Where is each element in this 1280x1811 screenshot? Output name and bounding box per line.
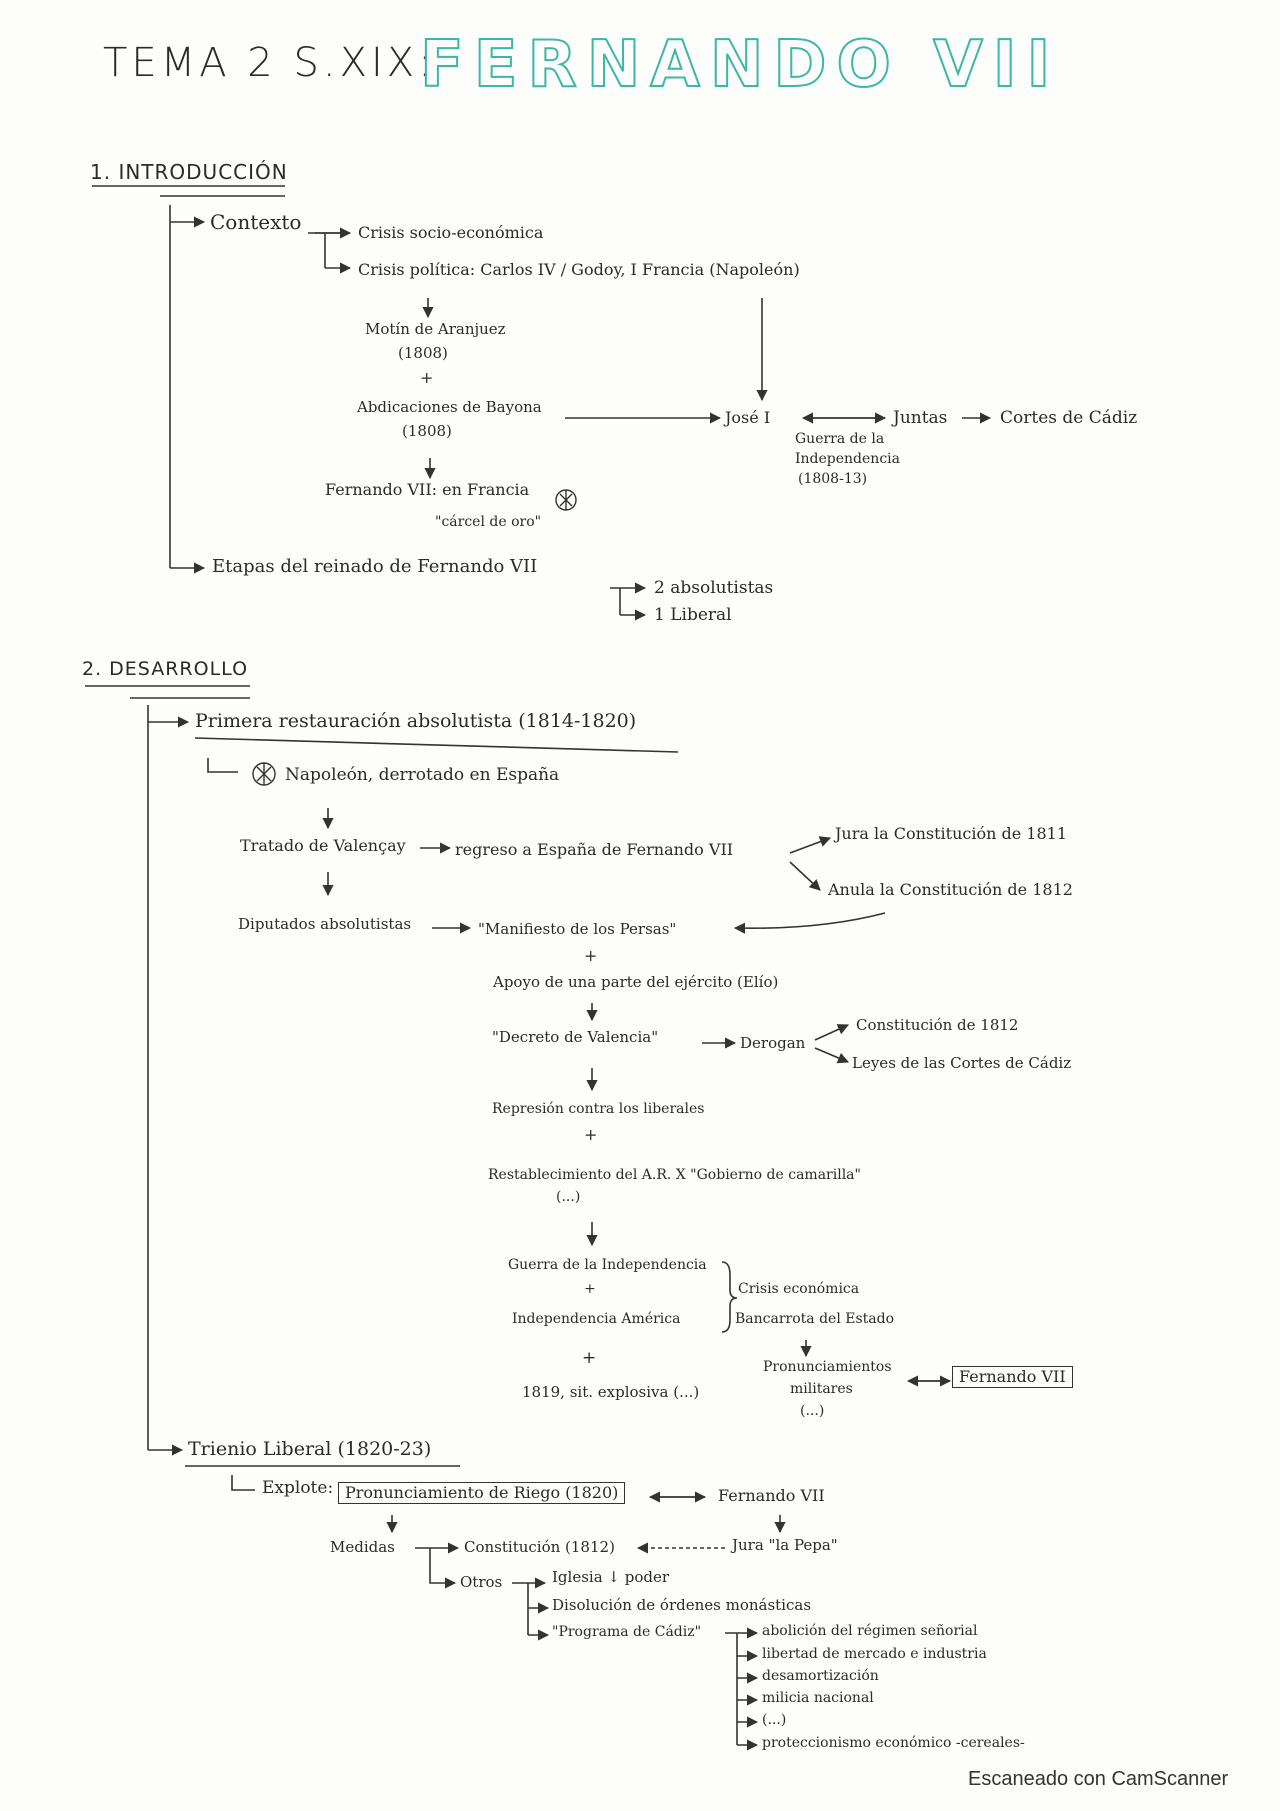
camscanner-footer: Escaneado con CamScanner	[968, 1768, 1229, 1790]
trienio-liberal: Trienio Liberal (1820-23)	[188, 1438, 432, 1460]
desarrollo-heading: 2. DESARROLLO	[82, 658, 249, 680]
guerra-label-3: (1808-13)	[798, 471, 868, 487]
ellipsis: (...)	[800, 1403, 825, 1419]
plus-sign: +	[584, 946, 598, 965]
fernando-title: FERNANDO VII	[420, 28, 1061, 102]
programa-cadiz: "Programa de Cádiz"	[552, 1624, 702, 1640]
anula-constitucion: Anula la Constitución de 1812	[828, 880, 1073, 899]
explote-label: Explote:	[262, 1478, 334, 1498]
guerra-label-1: Guerra de la	[795, 431, 885, 447]
intro-heading: 1. INTRODUCCIÓN	[90, 160, 288, 184]
decreto-valencia: "Decreto de Valencia"	[492, 1028, 659, 1046]
ellipsis: (...)	[556, 1189, 581, 1205]
pronunciamiento-riego: Pronunciamiento de Riego (1820)	[338, 1482, 625, 1504]
contexto-label: Contexto	[210, 210, 302, 234]
derogan: Derogan	[740, 1034, 806, 1052]
restablecimiento: Restablecimiento del A.R. X "Gobierno de camarilla"	[488, 1167, 861, 1183]
napoleon-derrotado: Napoleón, derrotado en España	[285, 765, 560, 785]
crisis-socio: Crisis socio-económica	[358, 223, 544, 242]
crisis-politica: Crisis política: Carlos IV / Godoy, I Francia (Napoleón)	[358, 260, 800, 279]
fernando-vii: Fernando VII	[718, 1486, 825, 1505]
diputados-absolutistas: Diputados absolutistas	[238, 915, 412, 933]
tema-title: TEMA 2 S.XIX:	[103, 40, 436, 86]
pronunciamientos-1: Pronunciamientos	[763, 1359, 892, 1375]
primera-restauracion: Primera restauración absolutista (1814-1820)	[195, 710, 637, 732]
jura-pepa: Jura "la Pepa"	[732, 1536, 838, 1554]
etapas-reinado: Etapas del reinado de Fernando VII	[212, 556, 538, 577]
represion-liberales: Represión contra los liberales	[492, 1101, 705, 1117]
abolicion-regimen: abolición del régimen señorial	[762, 1623, 978, 1639]
etapas-liberal: 1 Liberal	[654, 605, 732, 625]
apoyo-ejercito: Apoyo de una parte del ejército (Elío)	[493, 973, 779, 991]
ellipsis: (...)	[762, 1712, 787, 1728]
guerra-label-2: Independencia	[795, 451, 900, 467]
constitucion-1812-trienio: Constitución (1812)	[464, 1538, 615, 1556]
jura-constitucion: Jura la Constitución de 1811	[835, 824, 1068, 843]
motin-year: (1808)	[398, 344, 448, 362]
situacion-1819: 1819, sit. explosiva (...)	[522, 1383, 700, 1401]
juntas: Juntas	[893, 408, 948, 428]
plus-sign: +	[582, 1348, 597, 1368]
medidas: Medidas	[330, 1538, 395, 1556]
abdicaciones-year: (1808)	[402, 422, 452, 440]
constitucion-1812: Constitución de 1812	[856, 1016, 1019, 1034]
motin-aranjuez: Motín de Aranjuez	[365, 320, 506, 338]
regreso-espana: regreso a España de Fernando VII	[455, 840, 734, 859]
fernando-francia: Fernando VII: en Francia	[325, 480, 530, 499]
cortes-cadiz: Cortes de Cádiz	[1000, 408, 1138, 428]
iglesia-poder: Iglesia ↓ poder	[552, 1568, 670, 1586]
libertad-mercado: libertad de mercado e industria	[762, 1646, 987, 1662]
plus-sign: +	[584, 1125, 598, 1144]
otros: Otros	[460, 1573, 503, 1591]
milicia-nacional: milicia nacional	[762, 1690, 874, 1706]
tratado-valencay: Tratado de Valençay	[240, 836, 406, 855]
plus-sign: +	[420, 368, 434, 387]
proteccionismo: proteccionismo económico -cereales-	[762, 1735, 1025, 1751]
etapas-absolutistas: 2 absolutistas	[654, 578, 774, 598]
fernando-box: Fernando VII	[952, 1366, 1073, 1388]
independencia-america: Independencia América	[512, 1311, 681, 1327]
bancarrota-estado: Bancarrota del Estado	[735, 1311, 895, 1327]
leyes-cortes: Leyes de las Cortes de Cádiz	[852, 1054, 1072, 1072]
pronunciamientos-2: militares	[790, 1381, 853, 1397]
desamortizacion: desamortización	[762, 1668, 879, 1684]
plus-sign: +	[584, 1281, 596, 1297]
jose-i: José I	[725, 408, 771, 427]
carcel-oro: "cárcel de oro"	[435, 514, 542, 530]
disolucion-ordenes: Disolución de órdenes monásticas	[552, 1596, 812, 1614]
guerra-independencia: Guerra de la Independencia	[508, 1257, 707, 1273]
crisis-economica: Crisis económica	[738, 1281, 860, 1297]
abdicaciones-bayona: Abdicaciones de Bayona	[357, 398, 542, 416]
manifiesto-persas: "Manifiesto de los Persas"	[478, 920, 677, 938]
